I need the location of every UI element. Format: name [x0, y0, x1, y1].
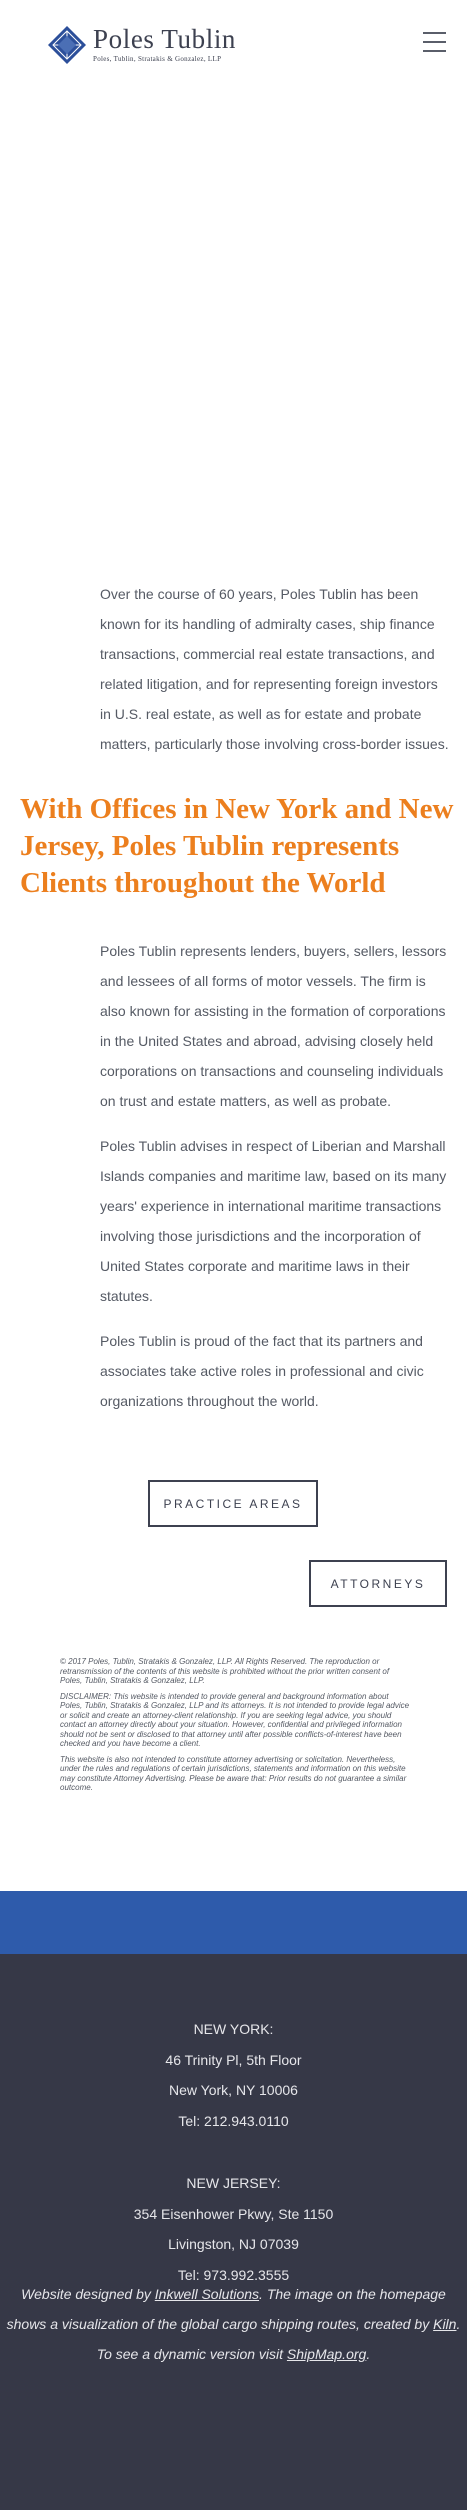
office-label: NEW JERSEY:	[186, 2175, 281, 2191]
office-city: New York, NY 10006	[169, 2082, 298, 2098]
practice-areas-button[interactable]: PRACTICE AREAS	[148, 1480, 318, 1527]
copyright-notice: © 2017 Poles, Tublin, Stratakis & Gonzalez, LLP. All Rights Reserved. The reproduction or retransmission of the contents of this website is prohibited without the prior written consent of Poles, Tublin, Stratakis & Gonzalez, LLP.	[60, 1657, 390, 1685]
site-credits	[0, 2279, 467, 2369]
site-footer	[0, 1954, 467, 2510]
offices-headline: With Offices in New York and New Jersey, Poles Tublin represents Clients throughout the World	[20, 793, 454, 899]
paragraph-organizations: Poles Tublin is proud of the fact that its partners and associates take active roles in professional and civic organizations throughout the world.	[100, 1333, 424, 1409]
office-phone[interactable]: Tel: 973.992.3555	[177, 2266, 290, 2283]
office-city: Livingston, NJ 07039	[168, 2236, 299, 2252]
site-header	[0, 0, 467, 88]
office-new-jersey	[0, 2168, 467, 2290]
shipmap-link[interactable]: ShipMap.org	[286, 2346, 367, 2362]
site-logo[interactable]	[48, 26, 236, 64]
office-street: 354 Eisenhower Pkwy, Ste 1150	[133, 2205, 334, 2222]
credits-text: .	[366, 2346, 371, 2362]
paragraph-vessels: Poles Tublin represents lenders, buyers, sellers, lessors and lessees of all forms of motor vessels. The firm is also known for assisting in the formation of corporations in the United States and abroad, advising closely held corporations on transactions and counseling individuals on trust and estate matters, as well as probate.	[100, 943, 447, 1109]
logo-title: Poles Tublin	[93, 24, 237, 54]
logo-subtitle: Poles, Tublin, Stratakis & Gonzalez, LLP	[93, 55, 222, 63]
intro-paragraph: Over the course of 60 years, Poles Tublin has been known for its handling of admiralty cases, ship finance transactions, commercial real estate transactions, and related litigation, and for representing foreign investors in U.S. real estate, as well as for estate and probate matters, particularly those involving cross-border issues.	[100, 586, 449, 752]
hero-image-area	[0, 88, 467, 570]
office-new-york	[0, 2014, 467, 2136]
logo-text	[93, 26, 236, 64]
footer-accent-band	[0, 1891, 467, 1954]
paragraph-maritime: Poles Tublin advises in respect of Liberian and Marshall Islands companies and maritime law, based on its many years' experience in international maritime transactions involving those jurisdictions and the incorporation of United States corporate and maritime laws in their statutes.	[100, 1138, 447, 1304]
firm-description	[100, 936, 452, 1431]
diamond-logo-icon	[48, 26, 86, 64]
attorneys-button[interactable]: ATTORNEYS	[309, 1560, 447, 1607]
hamburger-menu-icon[interactable]	[423, 32, 446, 53]
advertising-notice: This website is also not intended to constitute attorney advertising or solicitation. Nevertheless, under the rules and regulations of certain jurisdictions, statements and information on this website may constitute Attorney Advertising. Please be aware that: Prior results do not guarantee a similar outcome.	[60, 1754, 407, 1792]
inkwell-solutions-link[interactable]: Inkwell Solutions	[154, 2286, 260, 2302]
legal-notices	[60, 1657, 412, 1799]
credits-text: Website designed by	[21, 2286, 155, 2302]
credits-text: . The image on the homepage shows a visualization of the global cargo shipping routes, created by	[6, 2286, 446, 2332]
credits-text: . To see a dynamic version visit	[96, 2316, 461, 2362]
office-street: 46 Trinity Pl, 5th Floor	[165, 2051, 302, 2068]
office-label: NEW YORK:	[193, 2021, 274, 2037]
kiln-link[interactable]: Kiln	[433, 2316, 457, 2332]
office-phone[interactable]: Tel: 212.943.0110	[178, 2112, 289, 2129]
disclaimer-notice: DISCLAIMER: This website is intended to provide general and background information about Poles, Tublin, Stratakis & Gonzalez, LLP and its attorneys. It is not intended to provide legal advice or solicit and create an attorney-client relationship. If you are seeking legal advice, you should contact an attorney directly about your situation. However, confidential and privileged information should not be sent or disclosed to that attorney until after possible conflicts-of-interest have been checked and you have become a client.	[60, 1691, 410, 1748]
